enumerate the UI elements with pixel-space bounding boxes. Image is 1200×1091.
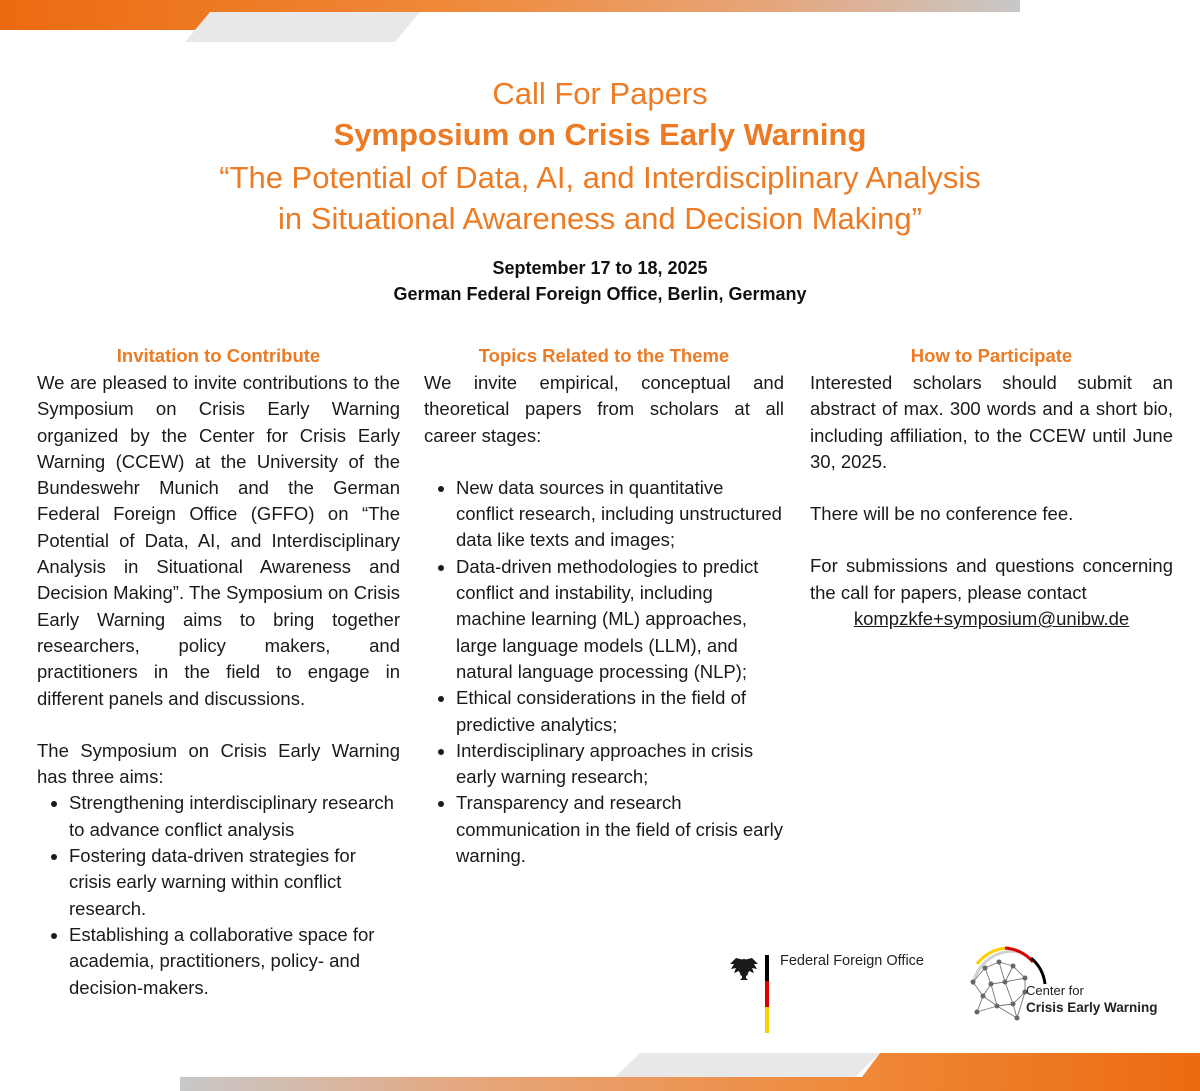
- list-item: • New data sources in quantitative conflict research, including unstructured data like texts and images;: [456, 475, 784, 554]
- event-date: September 17 to 18, 2025: [492, 258, 708, 278]
- invitation-paragraph: We are pleased to invite contributions to the Symposium on Crisis Early Warning organized by the Center for Crisis Early Warning (CCEW) at the University of the Bundeswehr Munich and the German Federal Foreign Office (GFFO) on “The Potential of Data, AI, and Interdisciplinary Analysis in Situational Awareness and Decision Making”. The Symposium on Crisis Early Warning aims to bring together researchers, policy makers, and practitioners in the field to engage in different panels and discussions.: [37, 372, 400, 709]
- theme-line-2: in Situational Awareness and Decision Making”: [278, 201, 922, 236]
- invitation-column: [37, 342, 400, 1001]
- contact-info: For submissions and questions concerning the call for papers, please contact: [810, 555, 1173, 603]
- topics-list: [424, 475, 784, 869]
- fee-info: There will be no conference fee.: [810, 503, 1074, 525]
- list-item: • Transparency and research communication in the field of crisis early warning.: [456, 790, 784, 869]
- participate-heading: How to Participate: [910, 345, 1073, 366]
- topics-heading: Topics Related to the Theme: [478, 345, 730, 366]
- event-venue: German Federal Foreign Office, Berlin, Germany: [393, 284, 807, 304]
- theme-line-1: “The Potential of Data, AI, and Interdisciplinary Analysis: [219, 160, 981, 195]
- ffo-label: Federal Foreign Office: [780, 953, 924, 969]
- topics-column: [424, 342, 784, 869]
- ccew-label-line1: Center for: [1026, 983, 1084, 998]
- ccew-label-line2: Crisis Early Warning: [1026, 1000, 1158, 1015]
- list-item: • Establishing a collaborative space for academia, practitioners, policy- and decision-makers.: [69, 922, 400, 1001]
- contact-email-link[interactable]: kompzkfe+symposium@unibw.de: [853, 608, 1130, 630]
- aims-intro: The Symposium on Crisis Early Warning has three aims:: [37, 739, 400, 788]
- symposium-title: Symposium on Crisis Early Warning: [333, 117, 867, 152]
- list-item: • Interdisciplinary approaches in crisis early warning research;: [456, 738, 784, 791]
- call-for-papers-label: Call For Papers: [492, 76, 708, 111]
- list-item: • Ethical considerations in the field of predictive analytics;: [456, 685, 784, 738]
- submission-info: Interested scholars should submit an abstract of max. 300 words and a short bio, including affiliation, to the CCEW until June 30, 2025.: [810, 372, 1173, 472]
- list-item: • Data-driven methodologies to predict conflict and instability, including machine learning (ML) approaches, large language models (LLM), and natural language processing (NLP);: [456, 554, 784, 685]
- invitation-heading: Invitation to Contribute: [116, 345, 321, 366]
- aims-list: [37, 790, 400, 1000]
- bottom-decorative-band: [0, 1053, 1200, 1091]
- list-item: • Fostering data-driven strategies for crisis early warning within conflict research.: [69, 843, 400, 922]
- top-decorative-band: [0, 0, 1200, 42]
- topics-intro: We invite empirical, conceptual and theoretical papers from scholars at all career stages:: [424, 372, 784, 446]
- participate-column: [810, 342, 1173, 632]
- list-item: • Strengthening interdisciplinary research to advance conflict analysis: [69, 790, 400, 843]
